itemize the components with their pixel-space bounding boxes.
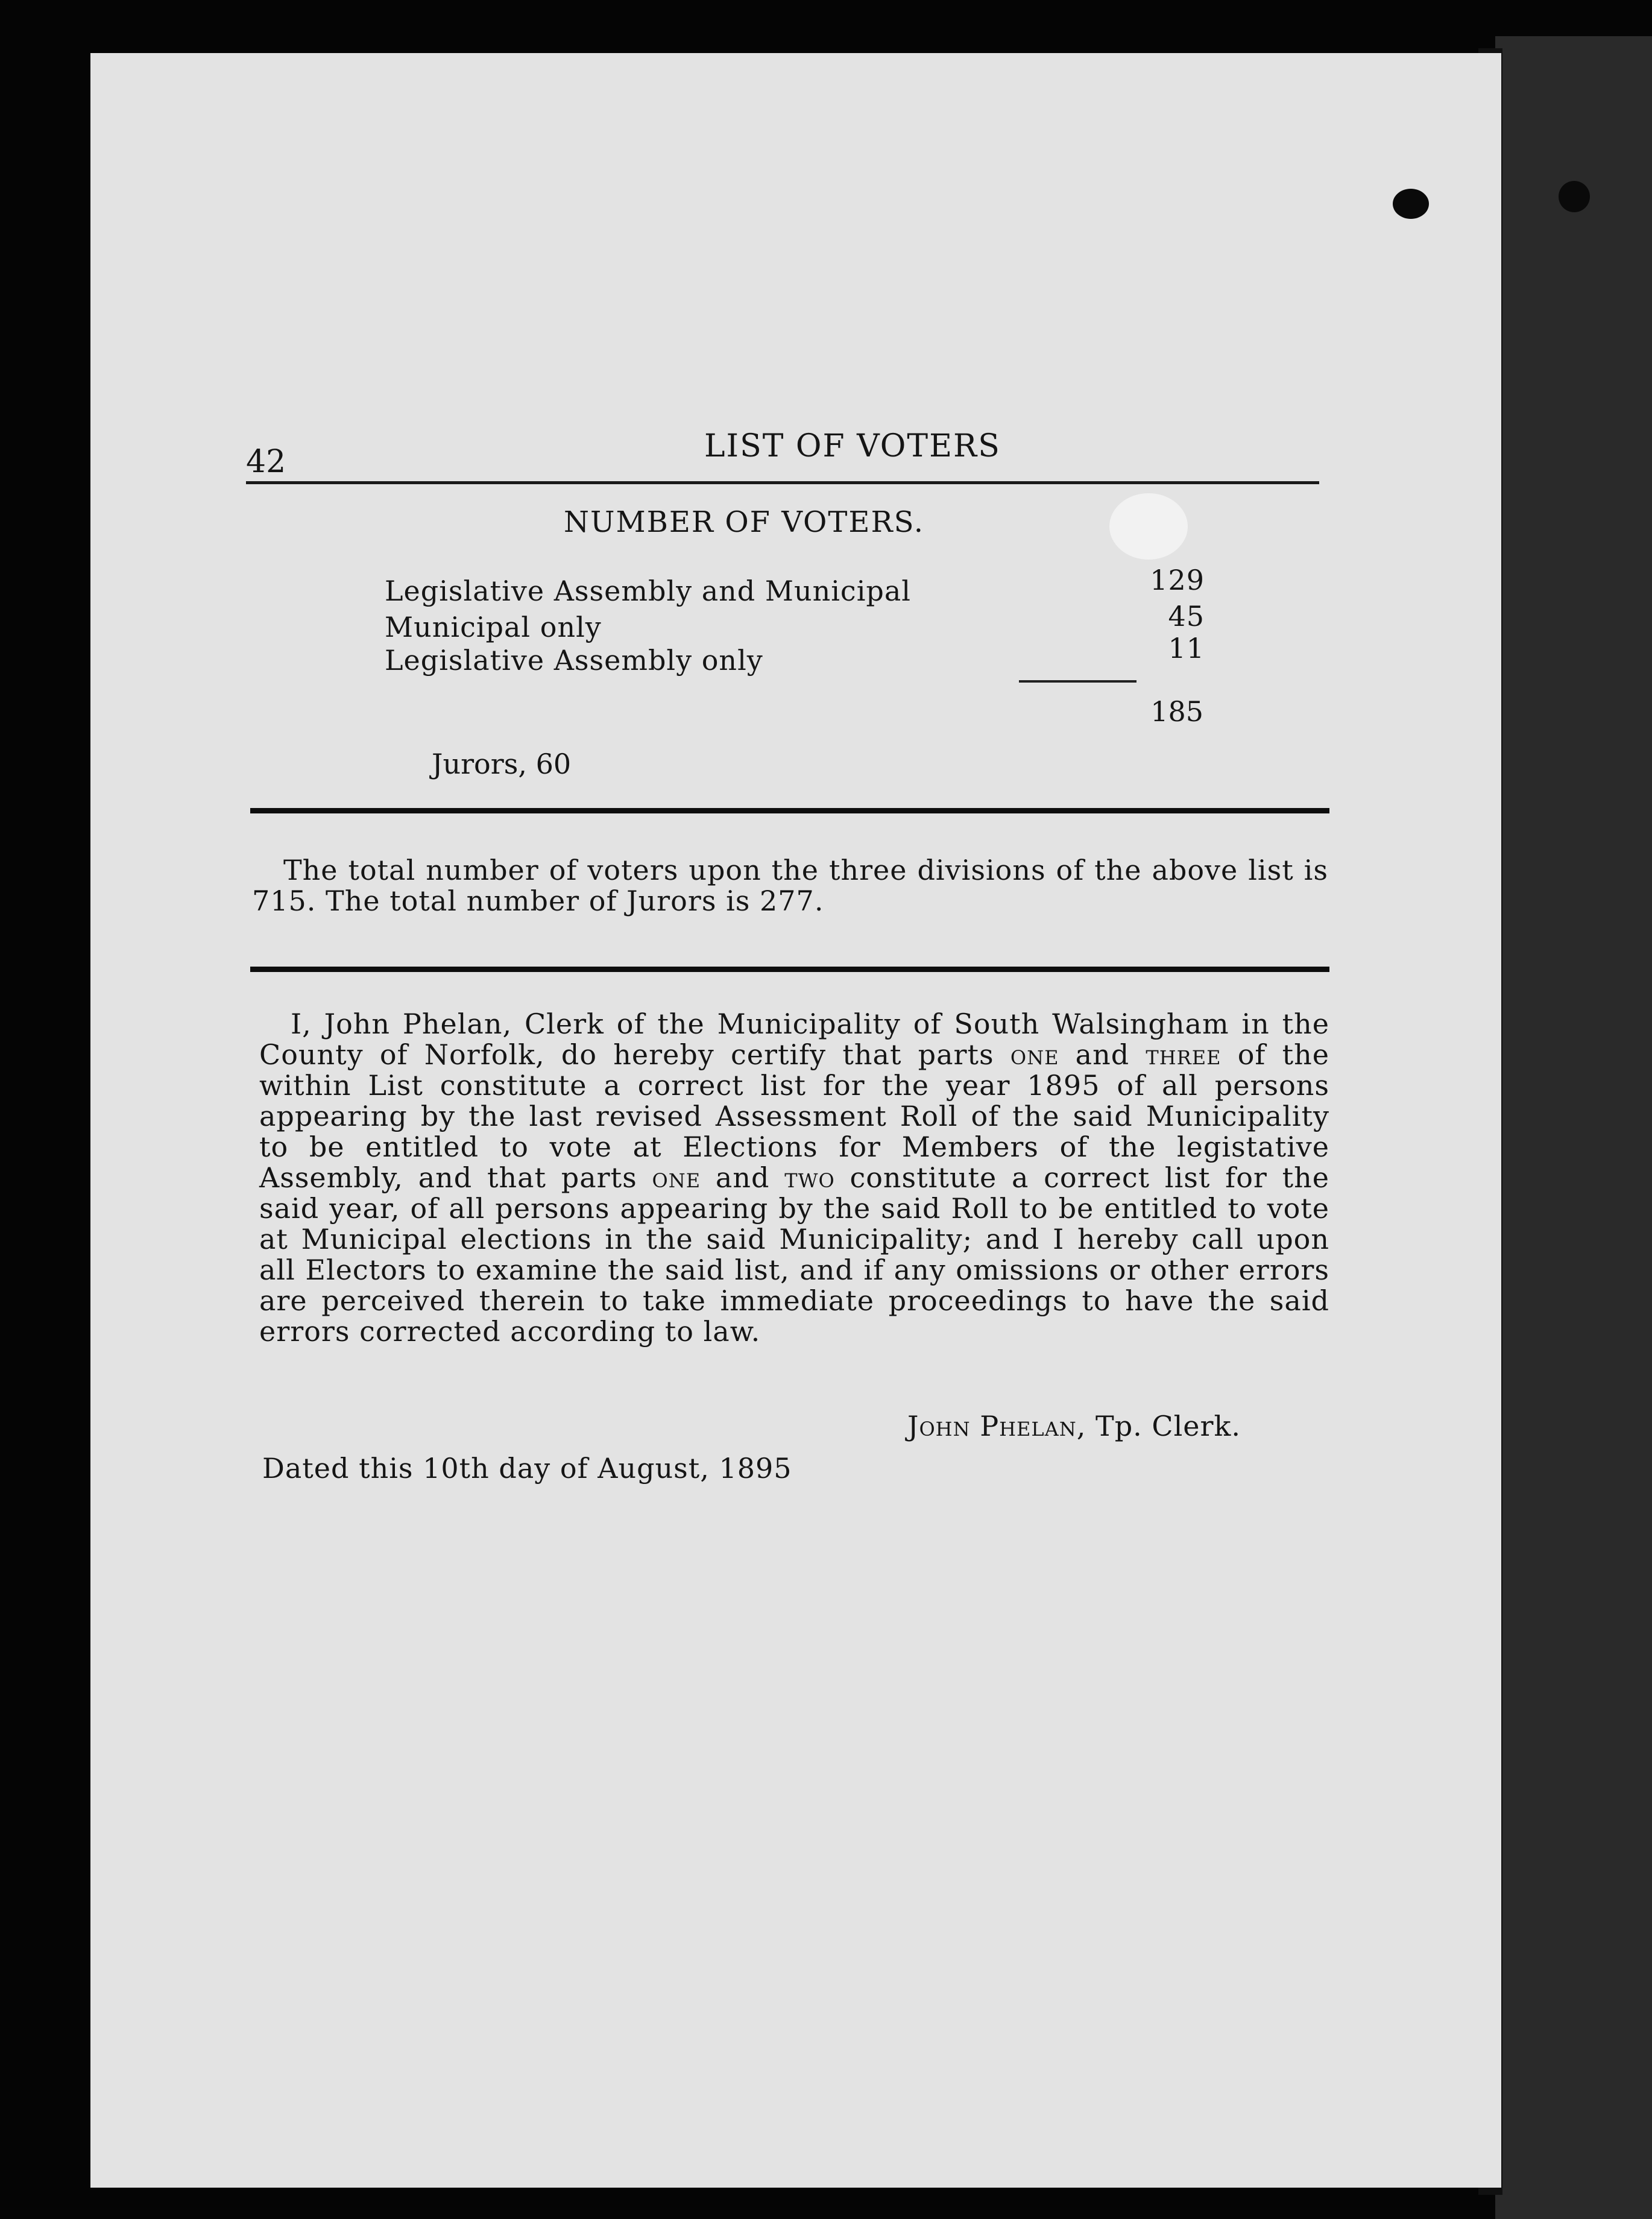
page-header bbox=[246, 379, 1325, 481]
punch-mark bbox=[1393, 189, 1429, 219]
part-two-label: two bbox=[784, 1161, 835, 1194]
dated-line: Dated this 10th day of August, 1895 bbox=[262, 1452, 792, 1485]
voter-row-value: 129 bbox=[1150, 564, 1205, 596]
sum-rule bbox=[1019, 680, 1137, 683]
part-one-label: one bbox=[652, 1161, 701, 1194]
certificate-text: constitute a correct list for the said year, of all persons appearing by the said Roll to be entitled to vote at Municipal elections in the said Municipality; and I hereby call upon all Electors to examine the said list, and if any omissions or other errors are perceived therein to take immediate proceedings to have the said errors corrected according to law. bbox=[259, 1161, 1329, 1348]
voter-row-label: Legislative Assembly and Municipal bbox=[385, 575, 911, 607]
binding-hole bbox=[1559, 181, 1590, 212]
book-edge bbox=[1495, 36, 1652, 2219]
summary-paragraph: The total number of voters upon the three divisions of the above list is 715. The total number of Jurors is 277. bbox=[252, 854, 1328, 917]
certificate-text: I, John Phelan, Clerk of the Municipality of South Walsingham in the County of Norfolk, do hereby certify that parts bbox=[259, 1008, 1329, 1071]
document-page bbox=[90, 53, 1501, 2188]
page-number: 42 bbox=[246, 444, 286, 480]
section-divider bbox=[250, 808, 1329, 813]
jurors-count: Jurors, 60 bbox=[432, 748, 572, 780]
running-title: LIST OF VOTERS bbox=[704, 428, 1001, 464]
voter-row-label: Municipal only bbox=[385, 611, 602, 643]
certificate-paragraph bbox=[259, 1009, 1329, 1347]
signature bbox=[907, 1410, 1241, 1442]
signature-title: , Tp. Clerk. bbox=[1076, 1410, 1241, 1442]
voter-total: 185 bbox=[1150, 695, 1203, 728]
part-one-label: one bbox=[1010, 1038, 1059, 1071]
voter-row-value: 45 bbox=[1168, 600, 1205, 633]
certificate-text: and bbox=[1059, 1038, 1146, 1071]
voter-row-value: 11 bbox=[1168, 632, 1205, 664]
certificate-text: of the within List constitute a correct list for the year 1895 of all persons appearing by the last revised Assessment Roll of the said Municipality to be entitled to vote at Elections for Members of the legistative Assembly, and that parts bbox=[259, 1038, 1329, 1194]
header-rule bbox=[246, 481, 1319, 484]
part-three-label: three bbox=[1146, 1038, 1222, 1071]
paper-smudge bbox=[1109, 493, 1188, 560]
section-heading: NUMBER OF VOTERS. bbox=[564, 505, 925, 539]
certificate-text: and bbox=[701, 1161, 785, 1194]
section-divider bbox=[250, 967, 1329, 972]
signature-name: John Phelan bbox=[907, 1410, 1077, 1442]
voter-row-label: Legislative Assembly only bbox=[385, 644, 763, 677]
